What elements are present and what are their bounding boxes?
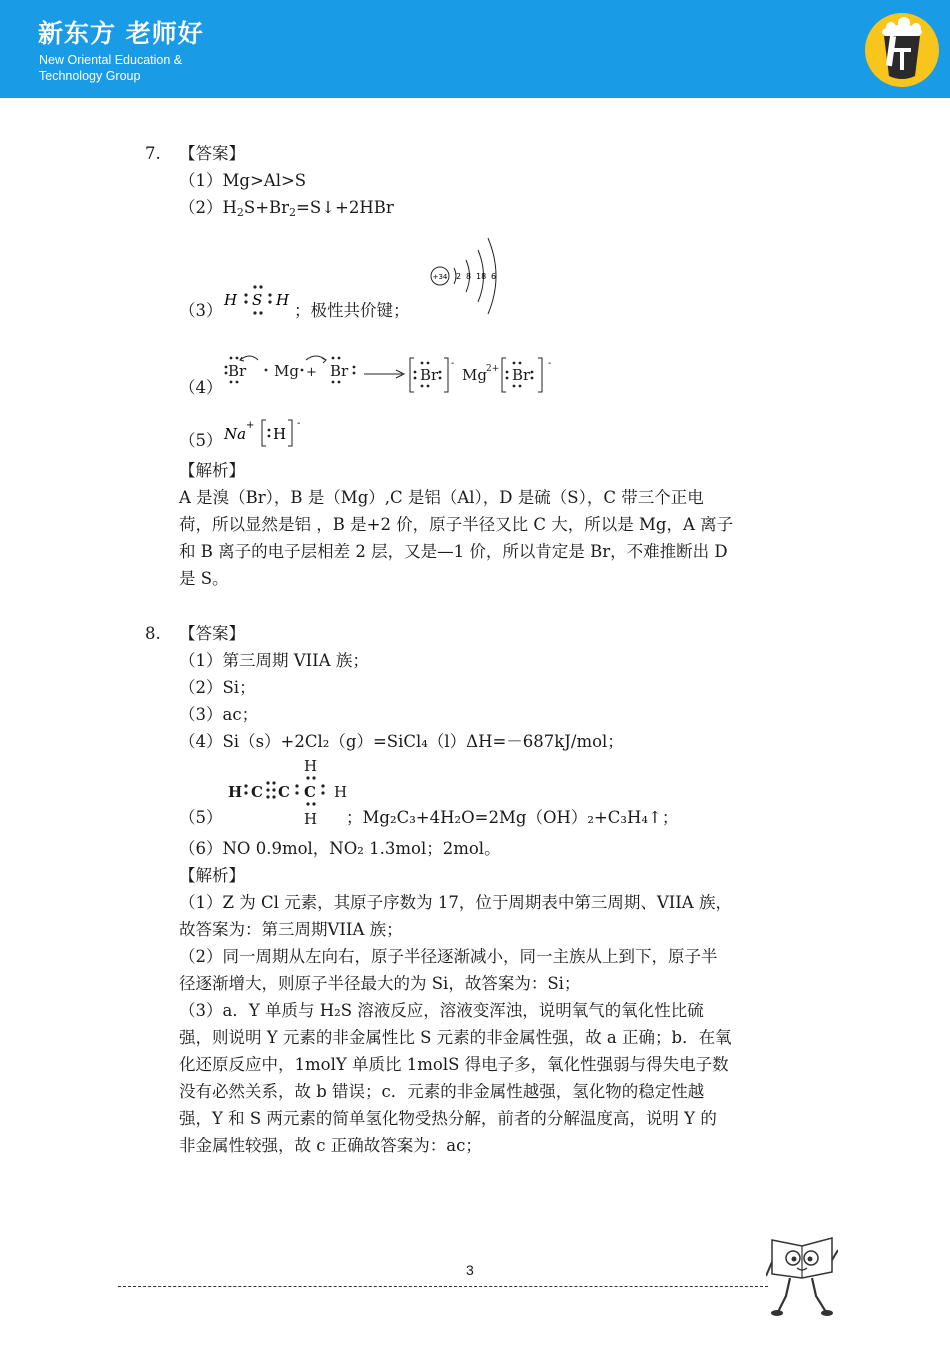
q8-analysis-line10: 非金属性较强，故 c 正确故答案为：ac； [179,1136,482,1155]
mg-atom: Mg [274,362,299,380]
q7-line3-tail: ；极性共价键； [294,301,410,320]
na-symbol: Na [224,425,247,443]
br-ion-right: Br [512,366,531,384]
h-charge: - [297,418,301,429]
br-left: Br [228,362,247,380]
c3h4-electron-dot-diagram [224,754,354,828]
q8-line3: （3）ac； [179,705,259,724]
q7-analysis-line3: 和 B 离子的电子层相差 2 层，又是—1 价，所以肯定是 Br，不难推断出 D [179,542,728,561]
c3h4-h-left: H [228,783,243,801]
page-number: 3 [466,1262,474,1278]
mgbr2-formation-diagram [222,350,558,396]
plus-sign: + [306,365,317,380]
footer-divider [118,1286,768,1287]
q7-line2: $(2)H_2S+Br_2=S↓+2HBr$ [179,198,394,219]
shell-3: 18 [476,272,487,281]
q8-analysis-line6: 强，则说明 Y 元素的非金属性比 S 元素的非金属性强，故 a 正确；b．在氧 [179,1028,732,1047]
br-right: Br [330,362,349,380]
q7-analysis-line2: 荷，所以显然是铝 ，B 是+2 价，原子半径又比 C 大，所以是 Mg，A 离子 [179,515,734,534]
q8-analysis-line1: （1）Z 为 Cl 元素，其原子序数为 17，位于周期表中第三周期、VIIA 族， [179,893,732,912]
brand-title: 新东方 老师好 [38,19,204,48]
q7-line1: （1）Mg>Al>S [179,171,307,190]
q8-line2: （2）Si； [179,678,256,697]
q8-line1: （1）第三周期 VIIA 族； [179,651,369,670]
h2s-electron-dot-diagram [222,282,294,318]
q8-analysis-line8: 没有必然关系，故 b 错误；c．元素的非金属性越强，氢化物的稳定性越 [179,1082,705,1101]
q8-number: 8. [145,624,161,643]
q8-analysis-line2: 故答案为：第三周期VIIA 族； [179,920,403,939]
q7-line2-a: （2）H [179,198,237,217]
br-ion-left: Br [420,366,439,384]
q7-line2-c: =S↓+2HBr [296,198,394,217]
q7-number: 7. [145,144,161,163]
q8-analysis-title: 【解析】 [179,866,245,885]
c3h4-c1: C [251,783,263,801]
mg-charge: 2+ [486,364,500,374]
se-atom-structure-diagram [428,234,500,318]
q8-analysis-line7: 化还原反应中，1molY 单质比 1molS 得电子多，氧化性强弱与得失电子数 [179,1055,729,1074]
q7-line2-b: S+Br [243,198,290,217]
q7-analysis-title: 【解析】 [179,461,245,480]
q8-line5-tail: ；Mg₂C₃+4H₂O=2Mg（OH）₂+C₃H₄↑； [346,808,679,827]
q8-line6: （6）NO 0.9mol，NO₂ 1.3mol；2mol。 [179,839,501,858]
c3h4-h-right: H [334,783,348,801]
q7-line4-prefix: （4） [179,378,223,397]
nah-electron-diagram [222,414,312,450]
q7-line3-prefix: （3） [179,301,223,320]
shell-4: 6 [491,272,497,281]
nucleus-label: +34 [432,273,448,281]
neg-charge-left: - [451,358,455,369]
h2s-h-left: H [224,291,238,309]
q8-line5-prefix: （5） [179,808,223,827]
na-charge: + [246,420,255,431]
q7-line5-prefix: （5） [179,431,223,450]
shell-2: 8 [466,272,472,281]
c3h4-h-top: H [304,757,318,775]
mascot-book-icon [766,1232,838,1318]
q8-analysis-line4: 径逐渐增大，则原子半径最大的为 Si，故答案为：Si； [179,974,581,993]
q8-answer-title: 【答案】 [179,624,245,643]
h2s-h-right: H [276,291,290,309]
c3h4-h-bottom: H [304,810,318,828]
q7-analysis-line4: 是 S。 [179,569,229,588]
q7-analysis [179,484,809,592]
q8-analysis-line9: 强，Y 和 S 两元素的简单氢化物受热分解，前者的分解温度高，说明 Y 的 [179,1109,717,1128]
h2s-s: S [252,291,263,309]
q7-answer-title: 【答案】 [179,144,245,163]
q8-analysis [179,889,809,1159]
q8-line4: （4）Si（s）+2Cl₂（g）=SiCl₄（l）ΔH=－687kJ/mol； [179,732,624,751]
shell-1: 2 [456,272,462,281]
brand-subtitle-line1: New Oriental Education & [39,53,183,67]
mg-ion: Mg [462,366,487,384]
brand-subtitle-line2: Technology Group [39,69,141,83]
q7-analysis-line1: A 是溴（Br），B 是（Mg）,C 是铝（Al），D 是硫（S），C 带三个正电 [179,488,704,507]
neg-charge-right: - [548,358,552,369]
h-symbol: H [273,425,287,443]
q8-analysis-line5: （3）a．Y 单质与 H₂S 溶液反应，溶液变浑浊，说明氧气的氧化性比硫 [179,1001,704,1020]
c3h4-c2: C [278,783,290,801]
c3h4-c3: C [304,783,316,801]
q8-analysis-line3: （2）同一周期从左向右，原子半径逐渐减小，同一主族从上到下，原子半 [179,947,718,966]
